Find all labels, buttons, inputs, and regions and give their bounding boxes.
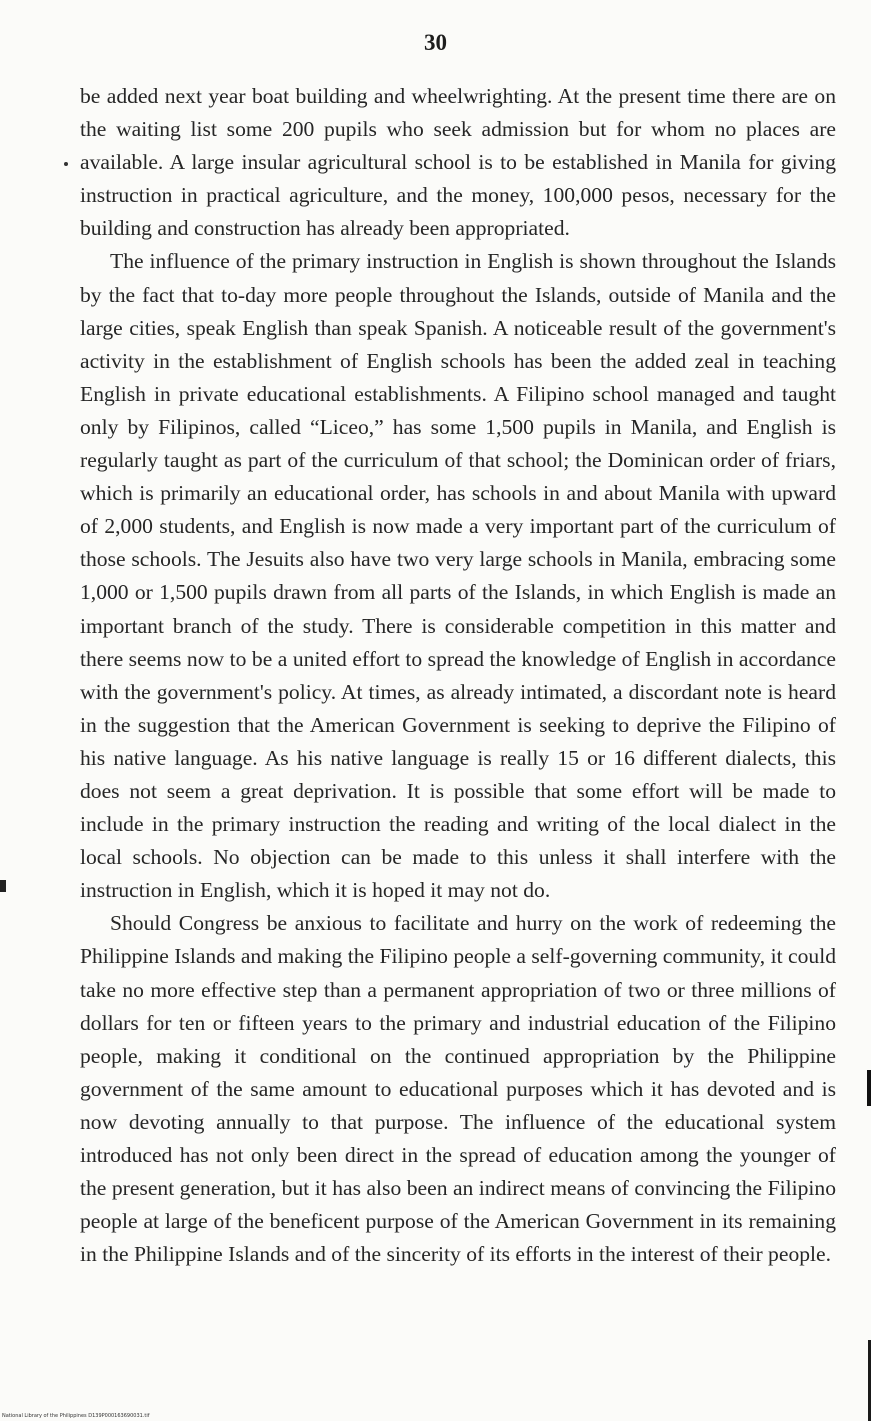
paragraph-2: The influence of the primary instruction in English is shown throughout the Islands by the fact that to-day more people throughout the Islands, outside of Manila and the large cities, speak English than speak Spanish. A noticeable result of the government's activity in the establishment of English schools has been the added zeal in teaching English in private educational establishments. A Filipino school managed and taught only by Filipinos, called “Liceo,” has some 1,500 pupils in Manila, and English is regularly taught as part of the curriculum of that school; the Dominican order of friars, which is primarily an educational order, has schools in and about Manila with upward of 2,000 students, and English is now made a very important part of the curriculum of those schools. The Jesuits also have two very large schools in Manila, embracing some 1,000 or 1,500 pupils drawn from all parts of the Islands, in which English is made an important branch of the study. There is considerable competition in this matter and there seems now to be a united effort to spread the knowledge of English in accordance with the government's policy. At times, as already intimated, a discordant note is heard in the suggestion that the American Government is seeking to deprive the Filipino of his native language. As his native language is really 15 or 16 different dialects, this does not seem a great deprivation. It is possible that some effort will be made to include in the primary instruction the reading and writing of the local dialect in the local schools. No objection can be made to this unless it shall interfere with the instruction in English, which it is hoped it may not do. (80, 249, 836, 903)
body-text (80, 80, 836, 1271)
paragraph-3: Should Congress be anxious to facilitate and hurry on the work of redeeming the Philippine Islands and making the Filipino people a self-governing community, it could take no more effective step than a permanent appropriation of two or three millions of dollars for ten or fifteen years to the primary and industrial education of the Filipino people, making it conditional on the continued appropriation by the Philippine government of the same amount to educational purposes which it has devoted and is now devoting annually to that purpose. The influence of the educational system introduced has not only been direct in the spread of education among the younger of the present generation, but it has also been an indirect means of convincing the Filipino people at large of the beneficent purpose of the American Government in its remaining in the Philippine Islands and of the sincerity of its efforts in the interest of their people. (80, 911, 836, 1267)
scan-speck (64, 162, 68, 166)
page-number: 30 (424, 30, 447, 55)
scan-edge-mark (0, 880, 6, 892)
footer-credit: National Library of the Philippines D139P000163690031.tif (2, 1413, 150, 1419)
scan-edge-mark (867, 1070, 871, 1106)
paragraph-1: be added next year boat building and wheelwrighting. At the present time there are on the waiting list some 200 pupils who seek admission but for whom no places are available. A large insular agricultural school is to be established in Manila for giving instruction in practical agriculture, and the money, 100,000 pesos, necessary for the building and construction has already been appropriated. (80, 84, 836, 241)
